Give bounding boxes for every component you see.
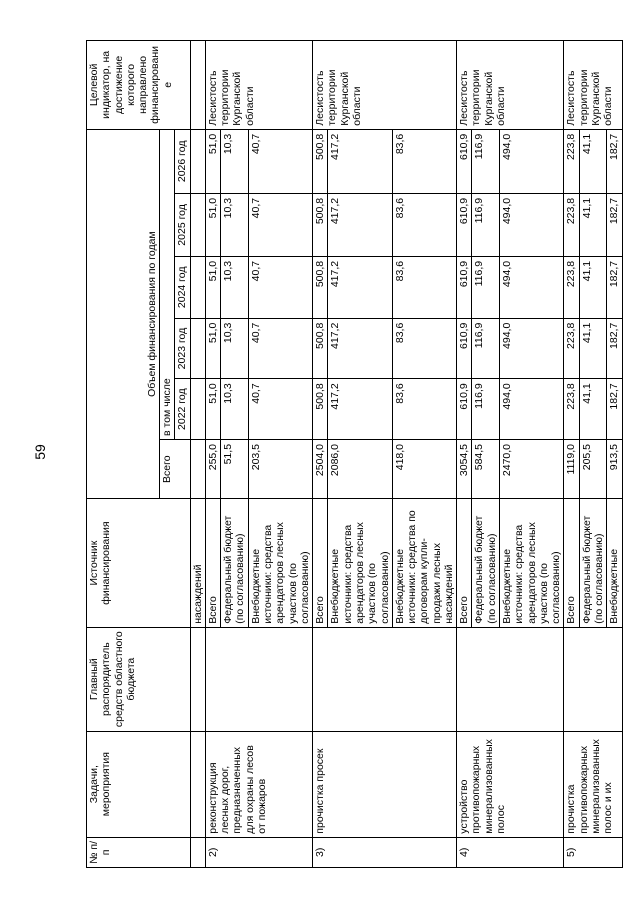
item-target: Лесистость территории Курганской области [457, 41, 564, 130]
row-year-value: 51,0 [205, 256, 220, 318]
row-year-value: 223,8 [564, 256, 579, 318]
row-source: Внебюджетные источники: средства по договорам купли-продажи лесных насаждений [392, 499, 456, 627]
row-source: Всего [205, 499, 220, 627]
row-year-value: 182,7 [607, 379, 622, 440]
row-year-value: 83,6 [392, 379, 456, 440]
row-year-value: 40,7 [248, 318, 312, 379]
item-manager [313, 627, 457, 731]
row-year-value: 494,0 [500, 256, 564, 318]
row-total: 418,0 [392, 439, 456, 498]
row-year-value: 83,6 [392, 193, 456, 256]
row-year-value: 116,9 [472, 256, 500, 318]
row-year-value: 417,2 [328, 193, 392, 256]
row-year-value: 10,3 [221, 318, 249, 379]
row-year-value: 417,2 [328, 318, 392, 379]
row-year-value: 182,7 [607, 193, 622, 256]
row-total: 3054,5 [457, 439, 472, 498]
header-year: 2026 год [175, 129, 190, 193]
row-total: 2470,0 [500, 439, 564, 498]
row-total: 2086,0 [328, 439, 392, 498]
row-year-value: 40,7 [248, 256, 312, 318]
row-year-value: 40,7 [248, 129, 312, 193]
row-source: Федеральный бюджет (по согласованию) [579, 499, 607, 627]
row-year-value: 500,8 [313, 129, 328, 193]
row-source: Внебюджетные источники: средства арендаторов лесных участков (по согласованию) [500, 499, 564, 627]
row-year-value: 116,9 [472, 193, 500, 256]
row-year-value: 223,8 [564, 193, 579, 256]
rotated-table-container [86, 40, 621, 868]
row-total: 2504,0 [313, 439, 328, 498]
header-manager: Главный распорядитель средств областного бюджета [87, 627, 191, 731]
item-target: Лесистость территории Курганской области [313, 41, 457, 130]
item-num: 3) [313, 837, 457, 867]
row-year-value: 10,3 [221, 193, 249, 256]
financing-table [86, 40, 623, 868]
item-target: Лесистость территории Курганской области [205, 41, 312, 130]
row-year-value: 51,0 [205, 193, 220, 256]
item-manager [205, 627, 312, 731]
row-year-value: 10,3 [221, 379, 249, 440]
row-year-value: 116,9 [472, 318, 500, 379]
row-total: 913,5 [607, 439, 622, 498]
header-task: Задачи, мероприятия [87, 731, 191, 837]
row-year-value: 40,7 [248, 193, 312, 256]
row-source: Всего [313, 499, 328, 627]
header-target: Целевой индикатор, на достижение которого направлено финансирование [87, 41, 191, 130]
row-total: 51,5 [221, 439, 249, 498]
row-year-value: 223,8 [564, 129, 579, 193]
row-year-value: 500,8 [313, 256, 328, 318]
table-row [205, 41, 220, 868]
continuation-row [190, 41, 205, 868]
row-year-value: 51,0 [205, 379, 220, 440]
row-year-value: 500,8 [313, 318, 328, 379]
row-year-value: 494,0 [500, 129, 564, 193]
row-year-value: 182,7 [607, 256, 622, 318]
item-task: прочистка противопожарных минерализованных полос и их [564, 731, 622, 837]
row-total: 255,0 [205, 439, 220, 498]
row-year-value: 10,3 [221, 129, 249, 193]
item-num: 5) [564, 837, 622, 867]
item-manager [564, 627, 622, 731]
row-year-value: 116,9 [472, 129, 500, 193]
header-total: Всего [160, 439, 191, 498]
row-year-value: 41,1 [579, 129, 607, 193]
row-year-value: 610,9 [457, 318, 472, 379]
item-num: 2) [205, 837, 312, 867]
row-year-value: 182,7 [607, 129, 622, 193]
item-num: 4) [457, 837, 564, 867]
row-year-value: 10,3 [221, 256, 249, 318]
row-year-value: 51,0 [205, 129, 220, 193]
row-year-value: 40,7 [248, 379, 312, 440]
table-row [313, 41, 328, 868]
row-source: Федеральный бюджет (по согласованию) [221, 499, 249, 627]
row-year-value: 41,1 [579, 193, 607, 256]
row-year-value: 83,6 [392, 256, 456, 318]
row-year-value: 51,0 [205, 318, 220, 379]
row-year-value: 223,8 [564, 379, 579, 440]
row-total: 1119,0 [564, 439, 579, 498]
row-year-value: 494,0 [500, 318, 564, 379]
row-total: 205,5 [579, 439, 607, 498]
header-row [87, 41, 160, 868]
header-volume: Объем финансирования по годам [87, 129, 160, 499]
row-year-value: 494,0 [500, 379, 564, 440]
row-year-value: 610,9 [457, 379, 472, 440]
header-year: 2022 год [175, 379, 190, 440]
row-year-value: 41,1 [579, 318, 607, 379]
row-total: 203,5 [248, 439, 312, 498]
header-source: Источник финансирования [87, 499, 191, 627]
row-year-value: 41,1 [579, 256, 607, 318]
item-task: прочистка просек [313, 731, 457, 837]
row-year-value: 417,2 [328, 379, 392, 440]
continuation-source: насаждений [190, 499, 205, 627]
item-manager [457, 627, 564, 731]
row-year-value: 500,8 [313, 193, 328, 256]
item-task: реконструкция лесных дорог, предназначенных для охраны лесов от пожаров [205, 731, 312, 837]
row-year-value: 494,0 [500, 193, 564, 256]
row-year-value: 610,9 [457, 129, 472, 193]
table-row [564, 41, 579, 868]
row-year-value: 41,1 [579, 379, 607, 440]
header-num: № п/п [87, 837, 191, 867]
row-year-value: 223,8 [564, 318, 579, 379]
item-target: Лесистость территории Курганской области [564, 41, 622, 130]
table-row [457, 41, 472, 868]
row-total: 584,5 [472, 439, 500, 498]
header-incl: в том числе [160, 129, 175, 439]
row-year-value: 417,2 [328, 256, 392, 318]
item-task: устройство противопожарных минерализованных полос [457, 731, 564, 837]
row-source: Всего [457, 499, 472, 627]
row-source: Внебюджетные источники: средства арендаторов лесных участков (по согласованию) [248, 499, 312, 627]
row-year-value: 417,2 [328, 129, 392, 193]
row-year-value: 116,9 [472, 379, 500, 440]
page-number: 59 [32, 444, 48, 460]
header-year: 2023 год [175, 318, 190, 379]
row-year-value: 500,8 [313, 379, 328, 440]
row-year-value: 610,9 [457, 193, 472, 256]
row-year-value: 83,6 [392, 129, 456, 193]
row-year-value: 83,6 [392, 318, 456, 379]
row-year-value: 182,7 [607, 318, 622, 379]
row-year-value: 610,9 [457, 256, 472, 318]
row-source: Внебюджетные [607, 499, 622, 627]
row-source: Внебюджетные источники: средства арендаторов лесных участков (по согласованию) [328, 499, 392, 627]
header-year: 2024 год [175, 256, 190, 318]
row-source: Всего [564, 499, 579, 627]
header-year: 2025 год [175, 193, 190, 256]
row-source: Федеральный бюджет (по согласованию) [472, 499, 500, 627]
